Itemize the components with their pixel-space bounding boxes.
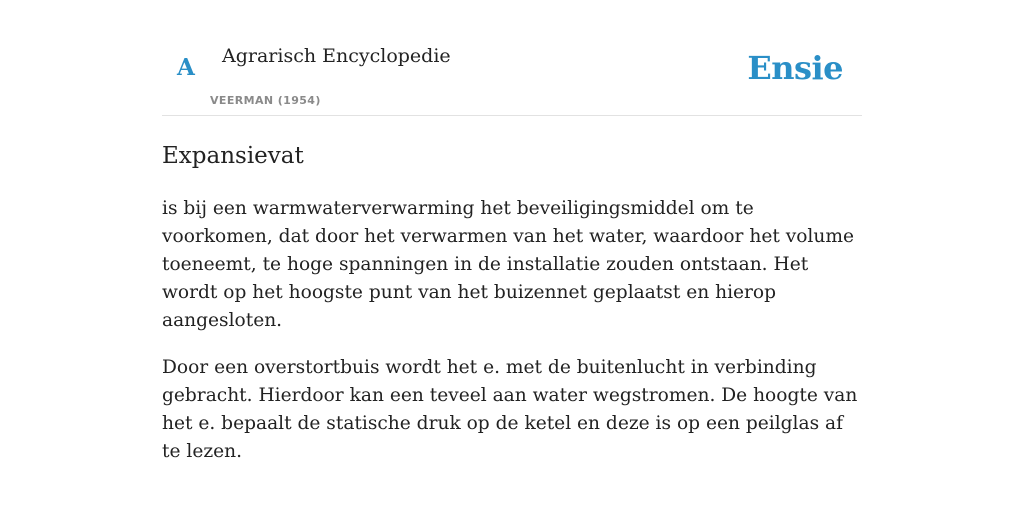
entry-title: Expansievat <box>162 143 304 169</box>
entry-paragraph: Door een overstortbuis wordt het e. met de buitenlucht in verbinding gebracht. Hierdoor kan een teveel aan water wegstromen. De hoogte van het e. bepaalt de statische druk op de ketel en deze is op een peilglas af te lezen. <box>162 357 858 462</box>
entry-paragraph: is bij een warmwaterverwarming het beveiligingsmiddel om te voorkomen, dat door het verwarmen van het water, waardoor het volume toeneemt, te hoge spanningen in de installatie zouden ontstaan. Het wordt op het hoogste punt van het buizennet geplaatst en hierop aangesloten. <box>162 198 854 331</box>
entry-body <box>162 195 862 466</box>
encyclopedia-title-link[interactable]: Agrarisch Encyclopedie <box>222 45 451 67</box>
ensie-logo-link[interactable]: Ensie <box>747 49 843 87</box>
encyclopedia-source: VEERMAN (1954) <box>210 94 321 107</box>
entry-card <box>162 0 862 466</box>
encyclopedia-letter-link[interactable]: A <box>177 54 195 81</box>
encyclopedia-header <box>162 0 862 116</box>
